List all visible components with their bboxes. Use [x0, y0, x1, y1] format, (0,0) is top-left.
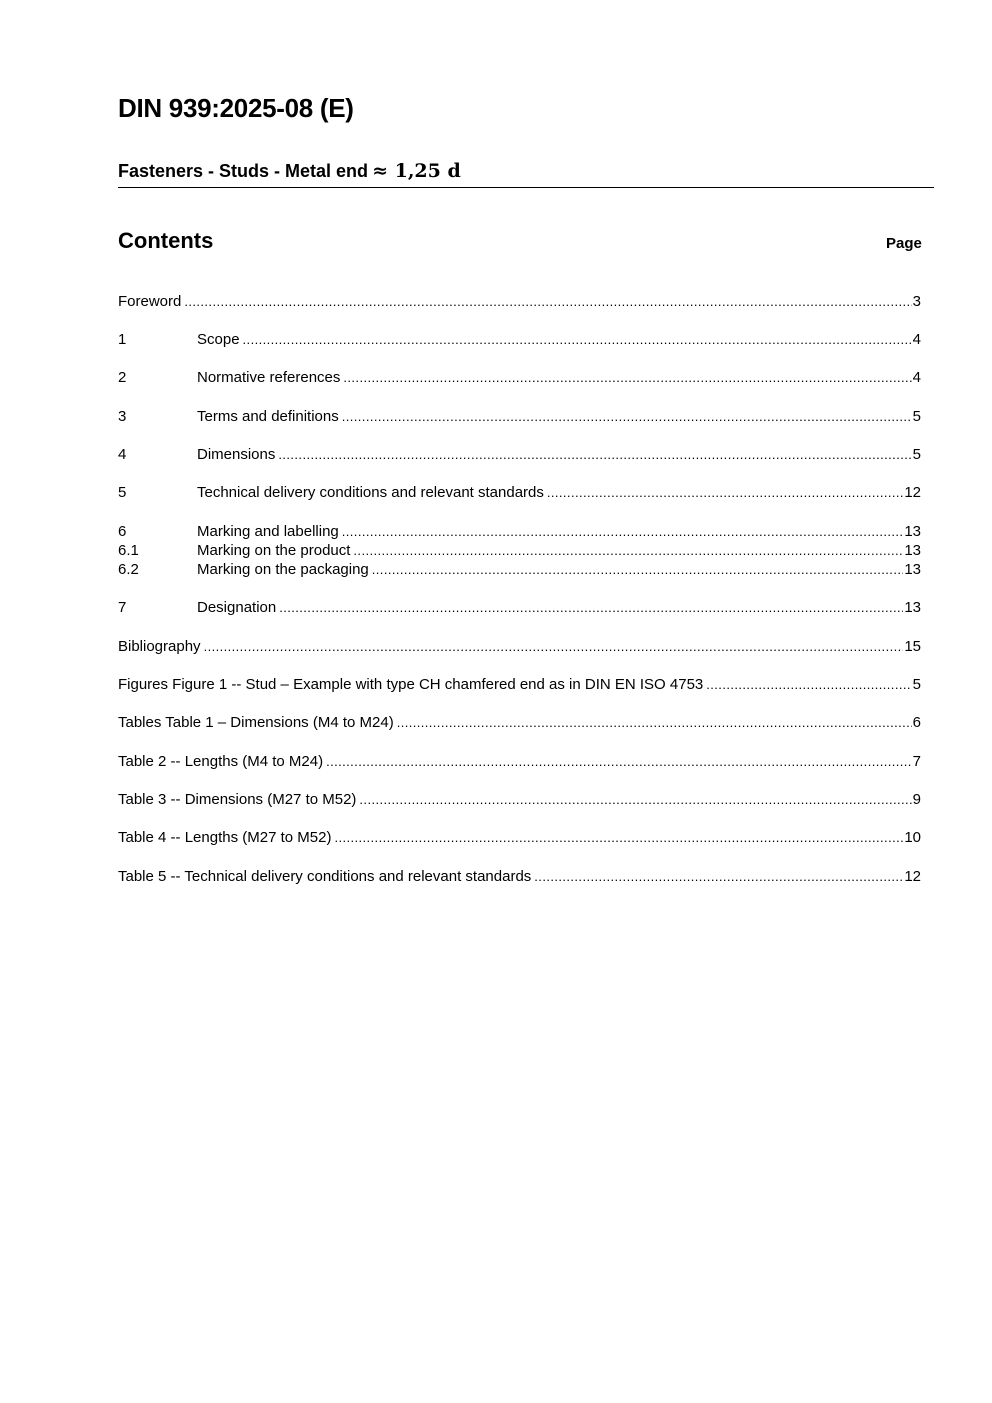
toc-entry-normative-references[interactable] — [118, 369, 921, 388]
toc-entry-scope[interactable] — [118, 331, 921, 350]
toc-page: 13 — [904, 599, 921, 616]
toc-title: Scope — [197, 331, 240, 348]
contents-heading: Contents — [118, 228, 214, 253]
toc-title: Table 2 -- Lengths (M4 to M24) — [118, 753, 324, 770]
toc-entry-table-4[interactable] — [118, 829, 921, 848]
toc-entry-dimensions[interactable] — [118, 446, 921, 465]
toc-page: 13 — [904, 561, 921, 578]
toc-page: 4 — [912, 369, 921, 386]
document-title-text: Fasteners - Studs - Metal end — [118, 161, 369, 181]
toc-number: 5 — [118, 484, 127, 501]
toc-entry-bibliography[interactable] — [118, 638, 921, 657]
toc-page: 4 — [912, 331, 921, 348]
toc-page: 5 — [912, 676, 921, 693]
toc-page: 6 — [912, 714, 921, 731]
toc-title: Table 3 -- Dimensions (M27 to M52) — [118, 791, 357, 808]
toc-page: 5 — [912, 446, 921, 463]
toc-number: 1 — [118, 331, 127, 348]
toc-title: Figures Figure 1 -- Stud – Example with type CH chamfered end as in DIN EN ISO 4753 — [118, 676, 704, 693]
toc-entry-figure-1[interactable] — [118, 676, 921, 695]
toc-leader — [342, 409, 912, 424]
toc-entry-table-2[interactable] — [118, 753, 921, 772]
toc-leader — [547, 485, 903, 500]
toc-title: Normative references — [197, 369, 341, 386]
toc-entry-foreword[interactable] — [118, 293, 921, 312]
toc-page: 9 — [912, 791, 921, 808]
toc-leader — [243, 332, 912, 347]
toc-page: 12 — [904, 868, 921, 885]
toc-leader — [184, 294, 911, 309]
toc-entry-designation[interactable] — [118, 599, 921, 618]
toc-page: 5 — [912, 408, 921, 425]
toc-title: Marking on the product — [197, 542, 351, 559]
toc-leader — [342, 524, 904, 539]
toc-title: Dimensions — [197, 446, 276, 463]
toc-entry-marking-and-labelling[interactable] — [118, 523, 921, 542]
toc-entry-table-1[interactable] — [118, 714, 921, 733]
document-title — [118, 160, 934, 188]
toc-entry-technical-delivery-conditions[interactable] — [118, 484, 921, 503]
toc-title: Table 5 -- Technical delivery conditions and relevant standards — [118, 868, 532, 885]
toc-leader — [204, 639, 904, 654]
toc-title: Designation — [197, 599, 277, 616]
toc-leader — [706, 677, 911, 692]
toc-leader — [326, 754, 912, 769]
toc-title: Tables Table 1 – Dimensions (M4 to M24) — [118, 714, 394, 731]
toc-leader — [372, 562, 904, 577]
toc-number: 6 — [118, 523, 127, 540]
toc-title: Technical delivery conditions and relevant standards — [197, 484, 544, 501]
toc-title: Table 4 -- Lengths (M27 to M52) — [118, 829, 332, 846]
toc-leader — [343, 370, 911, 385]
toc-entry-table-5[interactable] — [118, 868, 921, 887]
toc-leader — [334, 830, 903, 845]
toc-page: 13 — [904, 542, 921, 559]
toc-entry-marking-on-packaging[interactable] — [118, 561, 921, 580]
toc-leader — [353, 543, 903, 558]
toc-page: 10 — [904, 829, 921, 846]
document-title-math: ≈ 1,25 d — [372, 160, 461, 182]
toc-number: 2 — [118, 369, 127, 386]
toc-page: 12 — [904, 484, 921, 501]
toc-title: Terms and definitions — [197, 408, 339, 425]
document-id: DIN 939:2025-08 (E) — [118, 93, 354, 123]
toc-page: 15 — [904, 638, 921, 655]
toc-number: 6.2 — [118, 561, 139, 578]
toc-page: 13 — [904, 523, 921, 540]
toc-entry-terms-and-definitions[interactable] — [118, 408, 921, 427]
toc-leader — [278, 447, 911, 462]
toc-leader — [397, 715, 912, 730]
toc-leader — [279, 600, 903, 615]
toc-title: Marking and labelling — [197, 523, 339, 540]
toc-title: Marking on the packaging — [197, 561, 369, 578]
toc-entry-table-3[interactable] — [118, 791, 921, 810]
toc-number: 4 — [118, 446, 127, 463]
toc-number: 6.1 — [118, 542, 139, 559]
toc-title: Bibliography — [118, 638, 201, 655]
toc-title: Foreword — [118, 293, 182, 310]
toc-number: 3 — [118, 408, 127, 425]
toc-page: 3 — [912, 293, 921, 310]
toc-page: 7 — [912, 753, 921, 770]
toc-leader — [359, 792, 911, 807]
toc-entry-marking-on-product[interactable] — [118, 542, 921, 561]
toc-number: 7 — [118, 599, 127, 616]
toc-leader — [534, 869, 903, 884]
page-column-heading: Page — [886, 235, 922, 252]
